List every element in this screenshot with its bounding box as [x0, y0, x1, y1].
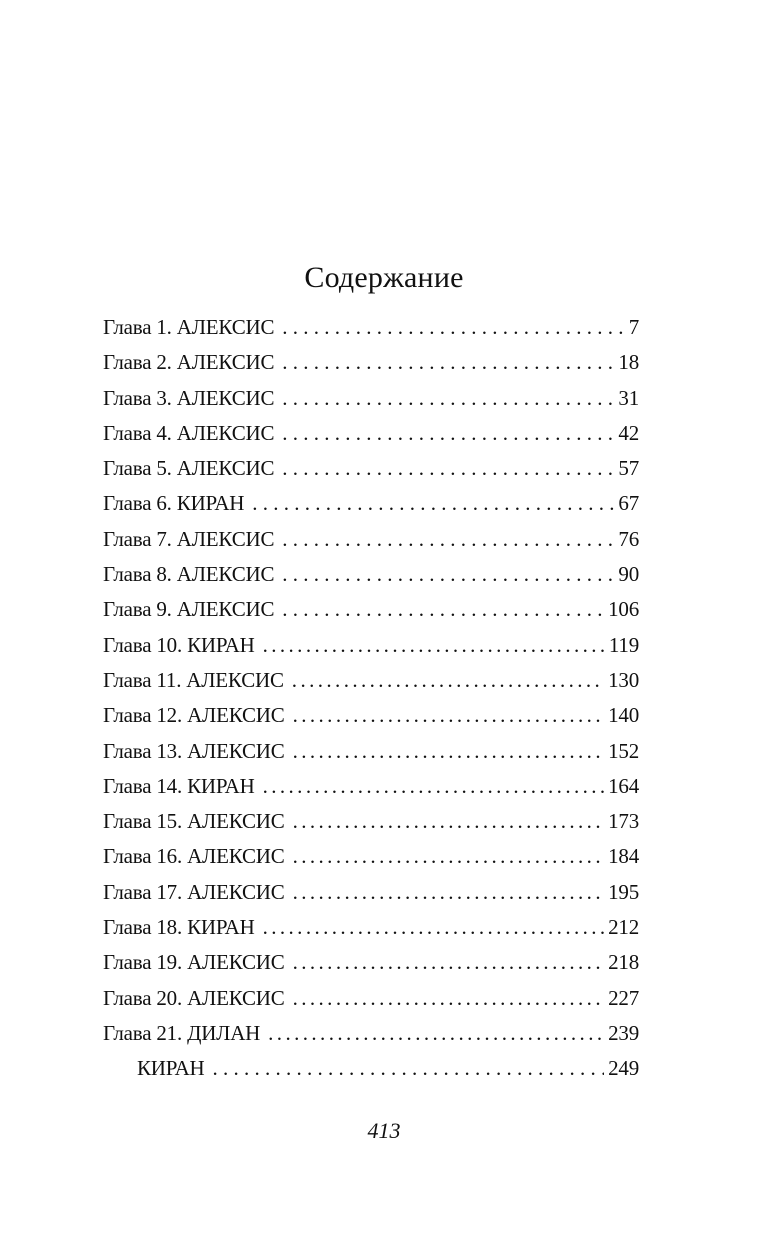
toc-entry — [103, 522, 639, 557]
toc-entry-title: Глава 21. ДИЛАН — [103, 1020, 261, 1045]
page-number: 413 — [367, 1118, 401, 1143]
dot-leader — [293, 945, 605, 980]
toc-entry-page: 31 — [618, 385, 639, 410]
toc-entry-page: 184 — [608, 844, 639, 869]
toc-entry-page: 119 — [608, 632, 639, 657]
dot-leader — [268, 1016, 604, 1051]
toc-entry-title: Глава 6. КИРАН — [103, 491, 245, 516]
dot-leader — [282, 345, 614, 380]
toc-entry — [103, 1051, 639, 1086]
toc-entry — [103, 310, 639, 345]
dot-leader — [282, 416, 614, 451]
dot-leader — [282, 522, 614, 557]
toc-entry — [103, 486, 639, 521]
toc-entry — [103, 628, 639, 663]
toc-entry — [103, 981, 639, 1016]
dot-leader — [263, 628, 605, 663]
toc-entry — [103, 345, 639, 380]
toc-entry — [103, 557, 639, 592]
toc-entry-page: 18 — [618, 350, 639, 375]
toc-entry — [103, 734, 639, 769]
toc-entry-page: 130 — [608, 667, 639, 692]
toc-entry-page: 76 — [618, 526, 639, 551]
toc-entry-title: Глава 17. АЛЕКСИС — [103, 879, 285, 904]
dot-leader — [293, 804, 605, 839]
toc-entry-page: 227 — [608, 985, 639, 1010]
toc-entry — [103, 804, 639, 839]
dot-leader — [293, 698, 605, 733]
toc-entry-page: 57 — [618, 456, 639, 481]
toc-entry — [103, 769, 639, 804]
toc-entry-title: Глава 1. АЛЕКСИС — [103, 315, 275, 339]
toc-entry-page: 42 — [618, 420, 639, 445]
toc-entry-page: 173 — [608, 809, 639, 834]
toc-entry-title: Глава 2. АЛЕКСИС — [103, 350, 275, 375]
toc-entry — [103, 945, 639, 980]
toc-entry-title: Глава 12. АЛЕКСИС — [103, 703, 285, 728]
toc-entry — [103, 451, 639, 486]
toc-entry-page: 140 — [608, 703, 639, 728]
dot-leader — [293, 734, 605, 769]
toc-entry-page: 218 — [608, 950, 639, 975]
dot-leader — [213, 1051, 605, 1086]
toc-entry — [103, 1016, 639, 1051]
toc-entry-title: Глава 14. КИРАН — [103, 773, 255, 798]
toc-entry-page: 239 — [608, 1020, 639, 1045]
toc-entry-title: Глава 4. АЛЕКСИС — [103, 420, 275, 445]
dot-leader — [263, 769, 605, 804]
toc-entry-title: Глава 19. АЛЕКСИС — [103, 950, 285, 975]
toc-entry-title: Глава 5. АЛЕКСИС — [103, 456, 275, 481]
toc-entry-page: 7 — [628, 315, 639, 339]
toc-entry — [103, 416, 639, 451]
dot-leader — [282, 451, 614, 486]
toc-entry-title: Глава 9. АЛЕКСИС — [103, 597, 275, 622]
dot-leader — [282, 592, 604, 627]
toc-entry-page: 249 — [608, 1056, 639, 1081]
toc-entry-title: Глава 8. АЛЕКСИС — [103, 562, 275, 587]
toc-entry — [103, 910, 639, 945]
dot-leader — [282, 310, 624, 345]
toc-entry-title: КИРАН — [137, 1056, 205, 1081]
dot-leader — [282, 381, 614, 416]
toc-entry — [103, 592, 639, 627]
toc-entry — [103, 663, 639, 698]
toc-entry-title: Глава 18. КИРАН — [103, 915, 255, 940]
table-of-contents — [103, 310, 639, 1087]
toc-entry-page: 212 — [608, 915, 639, 940]
toc-entry-page: 164 — [608, 773, 639, 798]
page-title: Содержание — [304, 261, 464, 294]
dot-leader — [263, 910, 605, 945]
toc-entry-page: 90 — [618, 562, 639, 587]
toc-entry-title: Глава 13. АЛЕКСИС — [103, 738, 285, 763]
toc-entry-page: 195 — [608, 879, 639, 904]
toc-entry-title: Глава 15. АЛЕКСИС — [103, 809, 285, 834]
toc-entry-title: Глава 3. АЛЕКСИС — [103, 385, 275, 410]
toc-entry — [103, 381, 639, 416]
dot-leader — [293, 981, 605, 1016]
dot-leader — [293, 839, 605, 874]
toc-entry-page: 67 — [618, 491, 639, 516]
toc-entry — [103, 698, 639, 733]
dot-leader — [293, 875, 605, 910]
dot-leader — [252, 486, 614, 521]
toc-entry-title: Глава 16. АЛЕКСИС — [103, 844, 285, 869]
toc-entry-title: Глава 20. АЛЕКСИС — [103, 985, 285, 1010]
toc-entry-page: 106 — [608, 597, 639, 622]
toc-entry-title: Глава 10. КИРАН — [103, 632, 255, 657]
toc-entry-page: 152 — [608, 738, 639, 763]
toc-entry — [103, 839, 639, 874]
toc-entry-title: Глава 11. АЛЕКСИС — [103, 667, 284, 692]
toc-entry — [103, 875, 639, 910]
dot-leader — [282, 557, 614, 592]
dot-leader — [292, 663, 604, 698]
toc-entry-title: Глава 7. АЛЕКСИС — [103, 526, 275, 551]
